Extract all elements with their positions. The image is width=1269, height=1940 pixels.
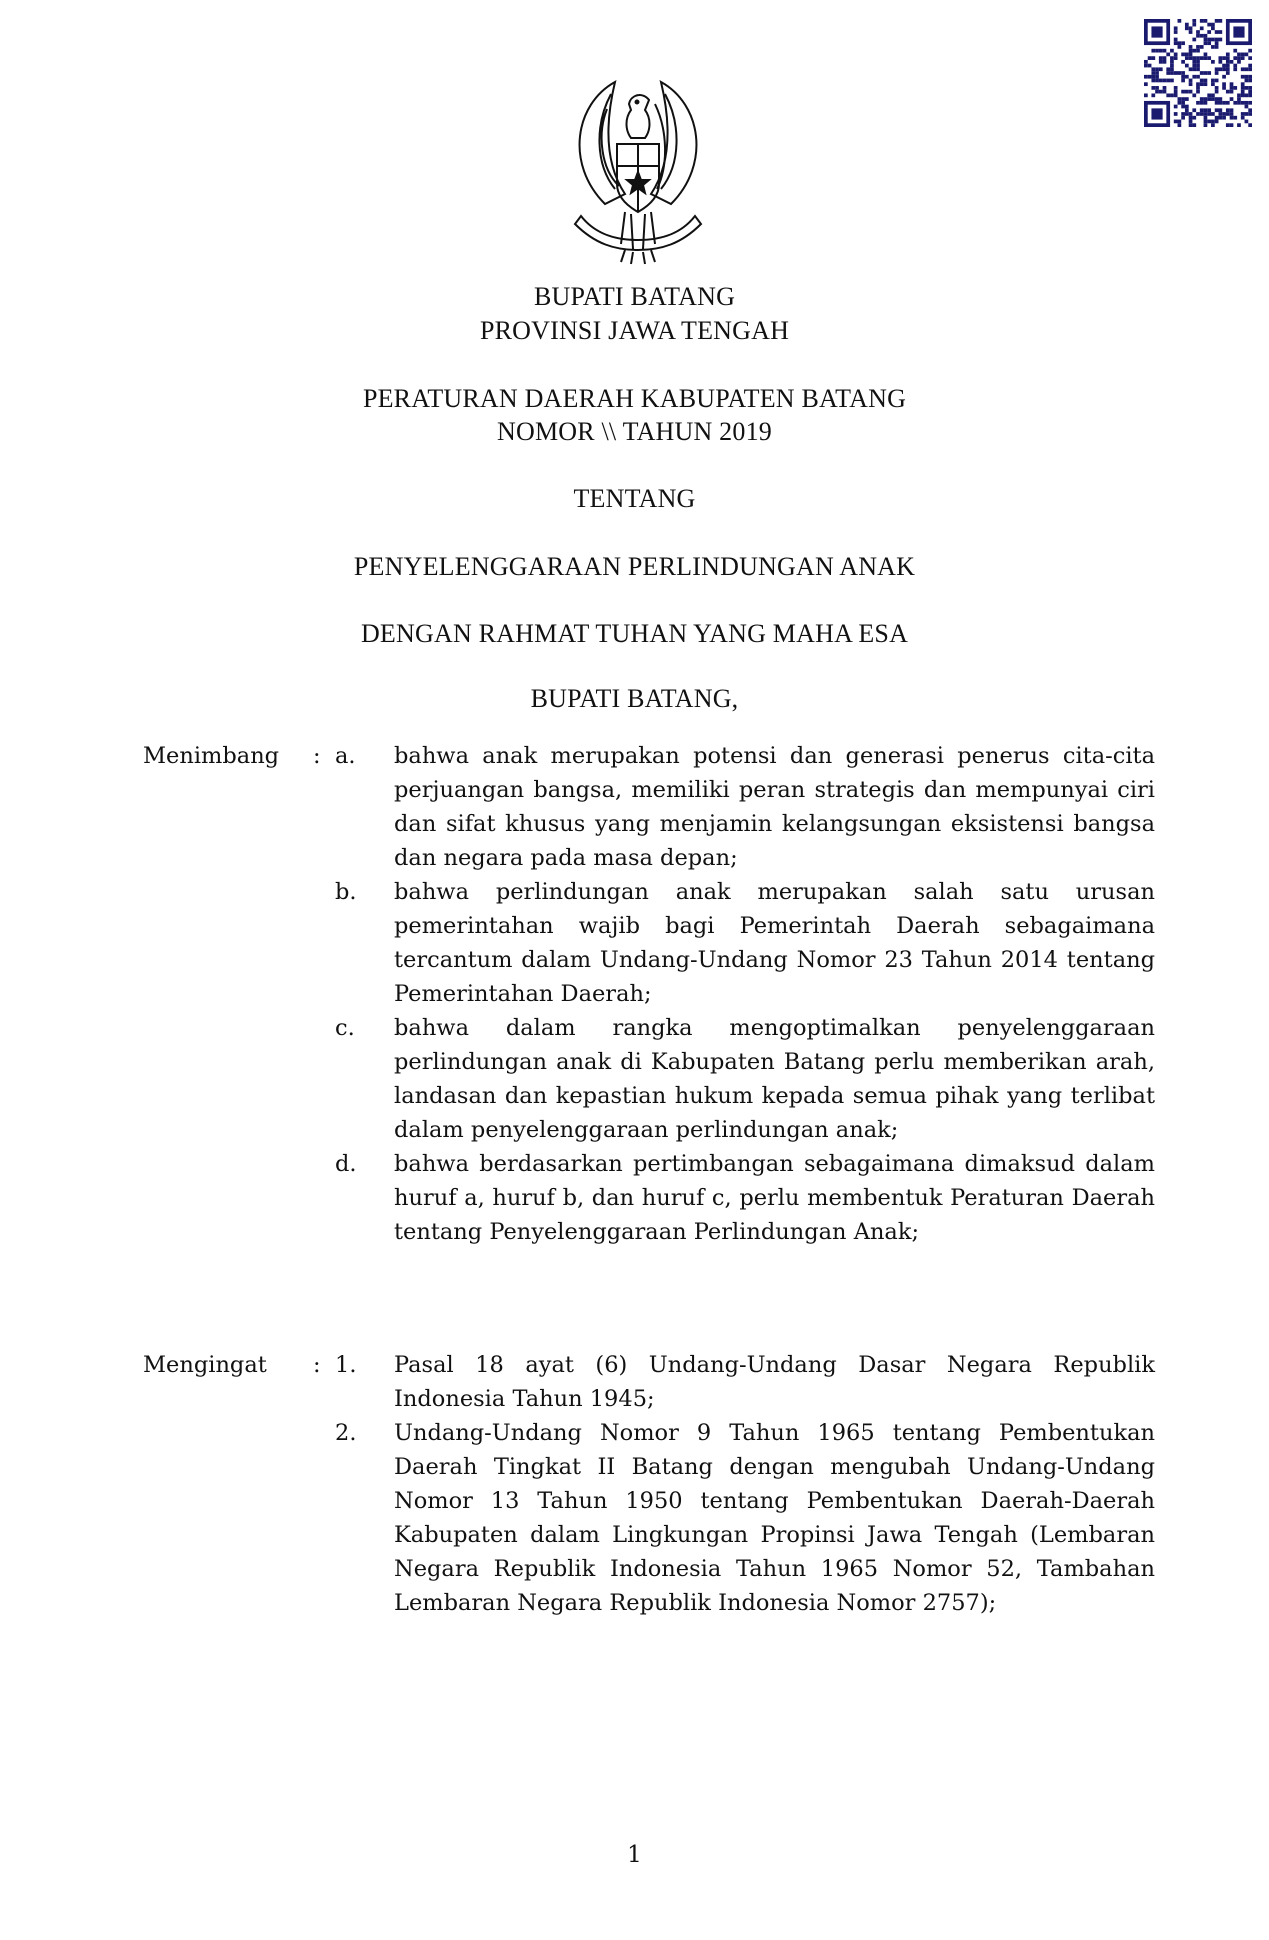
regulation-title: PERATURAN DAERAH KABUPATEN BATANG (362, 384, 907, 413)
item-text: bahwa dalam rangka mengoptimalkan penyelenggaraan perlindungan anak di Kabupaten Batang perlu memberikan arah, landasan dan kepastian hukum kepada semua pihak yang terlibat dalam penyelenggaraan perlindungan anak; (394, 1015, 1155, 1143)
item-text: bahwa perlindungan anak merupakan salah satu urusan pemerintahan wajib bagi Pemerintah Daerah sebagaimana tercantum dalam Undang-Undang Nomor 23 Tahun 2014 tentang Pemerintahan Daerah; (394, 879, 1155, 1007)
page-number: 1 (627, 1842, 642, 1868)
menimbang-item-c (143, 1011, 1155, 1147)
item-marker: c. (335, 1015, 355, 1041)
garuda-pancasila-emblem (545, 74, 731, 266)
item-marker: 1. (335, 1352, 357, 1378)
item-text: bahwa berdasarkan pertimbangan sebagaimana dimaksud dalam huruf a, huruf b, dan huruf c, perlu membentuk Peraturan Daerah tentang Penyelenggaraan Perlindungan Anak; (394, 1151, 1155, 1245)
item-marker: d. (335, 1151, 357, 1177)
item-marker: b. (335, 879, 357, 905)
issuer-heading: BUPATI BATANG, (530, 684, 739, 713)
section-label: Menimbang (143, 743, 280, 769)
regulation-subject: PENYELENGGARAAN PERLINDUNGAN ANAK (353, 552, 916, 581)
item-text: Undang-Undang Nomor 9 Tahun 1965 tentang Pembentukan Daerah Tingkat II Batang dengan mengubah Undang-Undang Nomor 13 Tahun 1950 tentang Pembentukan Daerah-Daerah Kabupaten dalam Lingkungan Propinsi Jawa Tengah (Lembaran Negara Republik Indonesia Tahun 1965 Nomor 52, Tambahan Lembaran Negara Republik Indonesia Nomor 2757); (394, 1420, 1155, 1616)
section-label: Mengingat (143, 1352, 267, 1378)
invocation: DENGAN RAHMAT TUHAN YANG MAHA ESA (360, 619, 909, 648)
menimbang-item-a (143, 739, 1155, 875)
colon: : (313, 1352, 321, 1378)
item-marker: a. (335, 743, 356, 769)
item-text: bahwa anak merupakan potensi dan generasi penerus cita-cita perjuangan bangsa, memiliki peran strategis dan mempunyai ciri dan sifat khusus yang menjamin kelangsungan eksistensi bangsa dan negara pada masa depan; (394, 743, 1155, 871)
mengingat-item-2 (143, 1416, 1155, 1620)
province-title: PROVINSI JAWA TENGAH (479, 316, 790, 345)
qr-code (1142, 19, 1254, 127)
about-heading: TENTANG (573, 484, 696, 513)
item-marker: 2. (335, 1420, 357, 1446)
mengingat-section (143, 1348, 1155, 1620)
mengingat-item-1 (143, 1348, 1155, 1416)
menimbang-section (143, 739, 1155, 1249)
menimbang-item-d (143, 1147, 1155, 1249)
issuer-title: BUPATI BATANG (533, 282, 736, 311)
colon: : (313, 743, 321, 769)
item-text: Pasal 18 ayat (6) Undang-Undang Dasar Negara Republik Indonesia Tahun 1945; (394, 1352, 1155, 1412)
menimbang-item-b (143, 875, 1155, 1011)
regulation-number: NOMOR \\ TAHUN 2019 (497, 417, 772, 446)
